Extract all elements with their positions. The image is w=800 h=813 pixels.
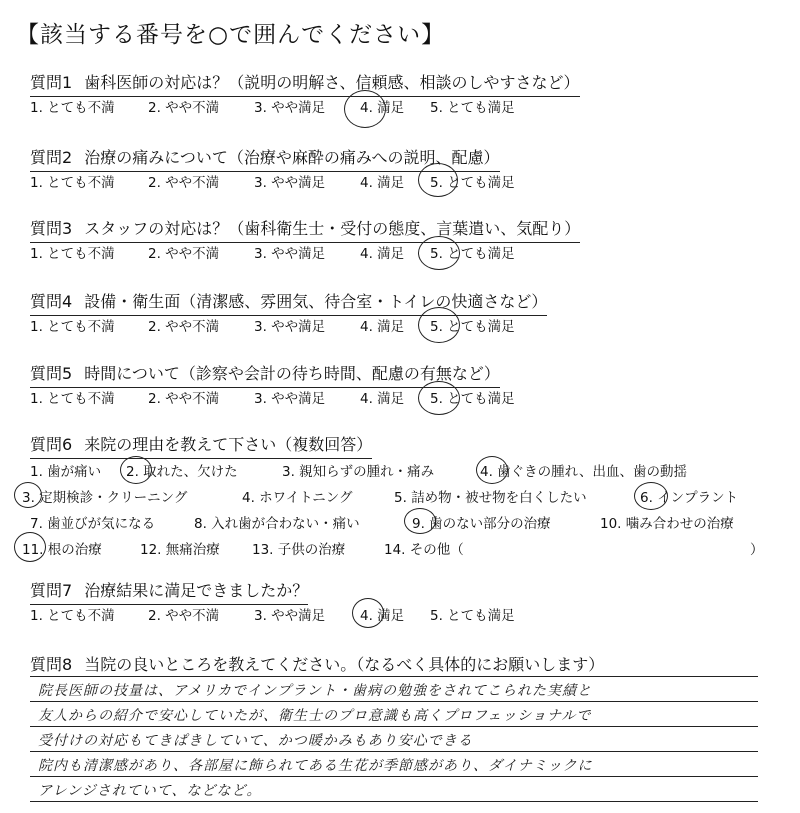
option-4[interactable]: 4. 満足: [360, 100, 405, 116]
option-5[interactable]: 5. とても満足: [430, 246, 515, 262]
option-5[interactable]: 5. とても満足: [430, 175, 515, 191]
question-heading: [30, 652, 604, 678]
option-3[interactable]: 3. やや満足: [254, 319, 326, 335]
question-number: 質問5: [30, 364, 73, 383]
option-4[interactable]: 4. 満足: [360, 175, 405, 191]
question-number: 質問8: [30, 655, 73, 674]
answer-rule: [30, 776, 758, 777]
answer-rule: [30, 801, 758, 802]
option-3[interactable]: 3. やや満足: [254, 246, 326, 262]
handwritten-answer-line: 受付けの対応もてきぱきしていて、かつ暖かみもあり安心できる: [38, 733, 473, 749]
reason-option[interactable]: 12. 無痛治療: [140, 542, 220, 558]
option-3[interactable]: 3. やや満足: [254, 608, 326, 624]
question-number: 質問7: [30, 581, 73, 600]
handwritten-answer-line: 院内も清潔感があり、各部屋に飾られてある生花が季節感があり、ダイナミックに: [38, 758, 593, 774]
reason-option[interactable]: 4. 歯ぐきの腫れ、出血、歯の動揺: [480, 464, 687, 480]
question-text: 当院の良いところを教えてください。（なるべく具体的にお願いします）: [84, 655, 605, 674]
question-heading: [30, 145, 500, 172]
option-5[interactable]: 5. とても満足: [430, 319, 515, 335]
reason-option[interactable]: 1. 歯が痛い: [30, 464, 102, 480]
option-4[interactable]: 4. 満足: [360, 319, 405, 335]
option-3[interactable]: 3. やや満足: [254, 100, 326, 116]
option-1[interactable]: 1. とても不満: [30, 391, 115, 407]
reason-option-close: ）: [750, 542, 764, 558]
reason-option[interactable]: 11. 根の治療: [22, 542, 102, 558]
question-heading: [30, 578, 308, 605]
answer-rule: [30, 751, 758, 752]
page-title: 【該当する番号を○で囲んでください】: [16, 22, 446, 48]
reason-option[interactable]: 10. 噛み合わせの治療: [600, 516, 734, 532]
reason-option[interactable]: 7. 歯並びが気になる: [30, 516, 156, 532]
reason-option[interactable]: 6. インプラント: [640, 490, 739, 506]
question-heading: [30, 70, 580, 97]
question-number: 質問2: [30, 148, 73, 167]
option-3[interactable]: 3. やや満足: [254, 391, 326, 407]
reason-option[interactable]: 2. 取れた、欠けた: [126, 464, 238, 480]
option-2[interactable]: 2. やや不満: [148, 246, 220, 262]
question-heading: [30, 289, 547, 316]
option-1[interactable]: 1. とても不満: [30, 608, 115, 624]
reason-option[interactable]: 3. 定期検診・クリーニング: [22, 490, 188, 506]
reason-option[interactable]: 8. 入れ歯が合わない・痛い: [194, 516, 360, 532]
reason-option[interactable]: 3. 親知らずの腫れ・痛み: [282, 464, 435, 480]
question-text: 歯科医師の対応は？（説明の明解さ、信頼感、相談のしやすさなど）: [84, 73, 580, 92]
option-2[interactable]: 2. やや不満: [148, 391, 220, 407]
answer-rule: [30, 676, 758, 677]
option-2[interactable]: 2. やや不満: [148, 319, 220, 335]
question-number: 質問3: [30, 219, 73, 238]
reason-option[interactable]: 4. ホワイトニング: [242, 490, 353, 506]
handwritten-answer-line: アレンジされていて、などなど。: [38, 783, 262, 799]
answer-rule: [30, 726, 758, 727]
question-number: 質問1: [30, 73, 73, 92]
option-2[interactable]: 2. やや不満: [148, 100, 220, 116]
option-5[interactable]: 5. とても満足: [430, 100, 515, 116]
reason-option[interactable]: 13. 子供の治療: [252, 542, 346, 558]
option-5[interactable]: 5. とても満足: [430, 608, 515, 624]
handwritten-answer-line: 院長医師の技量は、アメリカでインプラント・歯病の勉強をされてこられた実績と: [38, 683, 593, 699]
option-5[interactable]: 5. とても満足: [430, 391, 515, 407]
reason-option[interactable]: 14. その他（: [384, 542, 464, 558]
question-text: 治療結果に満足できましたか？: [84, 581, 309, 600]
option-1[interactable]: 1. とても不満: [30, 175, 115, 191]
question-text: スタッフの対応は？（歯科衛生士・受付の態度、言葉遣い、気配り）: [84, 219, 581, 238]
option-2[interactable]: 2. やや不満: [148, 608, 220, 624]
answer-rule: [30, 701, 758, 702]
option-3[interactable]: 3. やや満足: [254, 175, 326, 191]
option-1[interactable]: 1. とても不満: [30, 100, 115, 116]
option-4[interactable]: 4. 満足: [360, 391, 405, 407]
handwritten-answer-line: 友人からの紹介で安心していたが、衛生士のプロ意識も高くプロフェッショナルで: [38, 708, 592, 724]
option-4[interactable]: 4. 満足: [360, 246, 405, 262]
question-text: 時間について（診察や会計の待ち時間、配慮の有無など）: [84, 364, 500, 383]
option-1[interactable]: 1. とても不満: [30, 319, 115, 335]
option-1[interactable]: 1. とても不満: [30, 246, 115, 262]
reason-option[interactable]: 5. 詰め物・被せ物を白くしたい: [394, 490, 587, 506]
question-heading: [30, 432, 372, 459]
question-heading: [30, 361, 500, 388]
question-heading: [30, 216, 580, 243]
reason-option[interactable]: 9. 歯のない部分の治療: [412, 516, 551, 532]
question-number: 質問6: [30, 435, 73, 454]
question-number: 質問4: [30, 292, 73, 311]
question-text: 治療の痛みについて（治療や麻酔の痛みへの説明、配慮）: [84, 148, 500, 167]
question-text: 設備・衛生面（清潔感、雰囲気、待合室・トイレの快適さなど）: [84, 292, 548, 311]
question-text: 来院の理由を教えて下さい（複数回答）: [84, 435, 373, 454]
option-2[interactable]: 2. やや不満: [148, 175, 220, 191]
option-4[interactable]: 4. 満足: [360, 608, 405, 624]
